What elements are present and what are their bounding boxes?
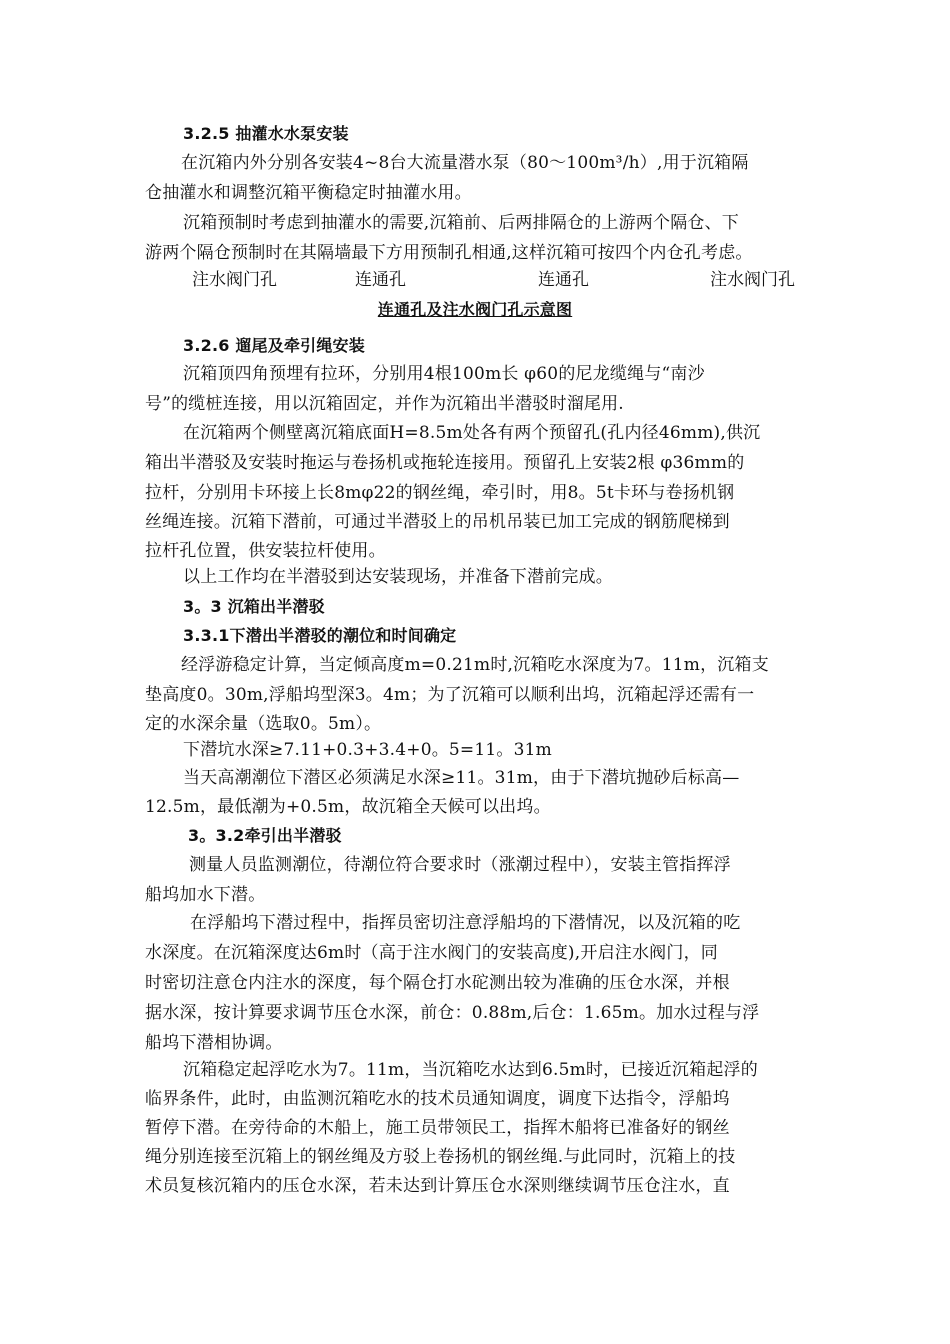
paragraph-line: 术员复核沉箱内的压仓水深，若未达到计算压仓水深则继续调节压仓注水，直 [145, 1176, 730, 1196]
paragraph-line: 在沉箱内外分别各安装4~8台大流量潜水泵（80～100m³/h）,用于沉箱隔 [181, 153, 749, 173]
paragraph-line: 当天高潮潮位下潜区必须满足水深≥11。31m，由于下潜坑抛砂后标高— [183, 768, 740, 788]
paragraph-line: 船坞下潜相协调。 [145, 1033, 283, 1053]
paragraph-line: 临界条件，此时，由监测沉箱吃水的技术员通知调度，调度下达指令，浮船坞 [145, 1089, 730, 1109]
paragraph-line: 水深度。在沉箱深度达6m时（高于注水阀门的安装高度),开启注水阀门，同 [145, 943, 718, 963]
paragraph-line: 箱出半潜驳及安装时拖运与卷扬机或拖轮连接用。预留孔上安装2根 φ36mm的 [145, 453, 745, 473]
paragraph-line: 经浮游稳定计算，当定倾高度m=0.21m时,沉箱吃水深度为7。11m，沉箱支 [181, 655, 769, 675]
paragraph-line: 暂停下潜。在旁待命的木船上，施工员带领民工，指挥木船将已准备好的钢丝 [145, 1118, 730, 1138]
section-heading-3-2-6: 3.2.6 遛尾及牵引绳安装 [183, 336, 365, 355]
paragraph-line: 号”的缆桩连接，用以沉箱固定，并作为沉箱出半潜驳时溜尾用. [145, 394, 624, 414]
figure-label-inlet-valve-hole: 注水阀门孔 [192, 270, 277, 290]
paragraph-line: 绳分别连接至沉箱上的钢丝绳及方驳上卷扬机的钢丝绳.与此同时，沉箱上的技 [145, 1147, 736, 1167]
paragraph-line: 时密切注意仓内注水的深度，每个隔仓打水砣测出较为准确的压仓水深，并根 [145, 973, 730, 993]
paragraph-line: 仓抽灌水和调整沉箱平衡稳定时抽灌水用。 [145, 183, 472, 203]
paragraph-line: 沉箱顶四角预埋有拉环，分别用4根100m长 φ60的尼龙缆绳与“南沙 [183, 364, 705, 384]
section-heading-3-3: 3。3 沉箱出半潜驳 [183, 597, 325, 616]
paragraph-line: 以上工作均在半潜驳到达安装现场，并准备下潜前完成。 [183, 567, 613, 587]
paragraph-line: 船坞加水下潜。 [145, 885, 266, 905]
paragraph-line: 下潜坑水深≥7.11+0.3+3.4+0。5=11。31m [183, 740, 552, 760]
paragraph-line: 据水深，按计算要求调节压仓水深，前仓：0.88m,后仓：1.65m。加水过程与浮 [145, 1003, 760, 1023]
figure-label-connecting-hole: 连通孔 [538, 270, 589, 290]
section-heading-3-3-2: 3。3.2牵引出半潜驳 [188, 826, 342, 845]
section-heading-3-2-5: 3.2.5 抽灌水水泵安装 [183, 124, 349, 143]
section-heading-3-3-1: 3.3.1下潜出半潜驳的潮位和时间确定 [183, 626, 457, 645]
paragraph-line: 在浮船坞下潜过程中，指挥员密切注意浮船坞的下潜情况，以及沉箱的吃 [190, 913, 741, 933]
figure-label-inlet-valve-hole: 注水阀门孔 [710, 270, 795, 290]
paragraph-line: 12.5m，最低潮为+0.5m，故沉箱全天候可以出坞。 [145, 797, 551, 817]
paragraph-line: 丝绳连接。沉箱下潜前，可通过半潜驳上的吊机吊装已加工完成的钢筋爬梯到 [145, 512, 730, 532]
paragraph-line: 拉杆孔位置，供安装拉杆使用。 [145, 541, 386, 561]
figure-caption [0, 295, 950, 325]
paragraph-line: 在沉箱两个侧壁离沉箱底面H=8.5m处各有两个预留孔(孔内径46mm),供沉 [183, 423, 761, 443]
paragraph-line: 沉箱稳定起浮吃水为7。11m，当沉箱吃水达到6.5m时，已接近沉箱起浮的 [183, 1060, 758, 1080]
paragraph-line: 拉杆，分别用卡环接上长8mφ22的钢丝绳，牵引时，用8。5t卡环与卷扬机钢 [145, 483, 735, 503]
paragraph-line: 垫高度0。30m,浮船坞型深3。4m；为了沉箱可以顺利出坞，沉箱起浮还需有一 [145, 685, 755, 705]
paragraph-line: 测量人员监测潮位，待潮位符合要求时（涨潮过程中），安装主管指挥浮 [189, 855, 731, 875]
paragraph-line: 定的水深余量（选取0。5m）。 [145, 714, 382, 734]
figure-caption-text: 连通孔及注水阀门孔示意图 [377, 300, 573, 319]
paragraph-line: 沉箱预制时考虑到抽灌水的需要,沉箱前、后两排隔仓的上游两个隔仓、下 [183, 213, 740, 233]
figure-label-connecting-hole: 连通孔 [355, 270, 406, 290]
paragraph-line: 游两个隔仓预制时在其隔墙最下方用预制孔相通,这样沉箱可按四个内仓孔考虑。 [145, 243, 753, 263]
